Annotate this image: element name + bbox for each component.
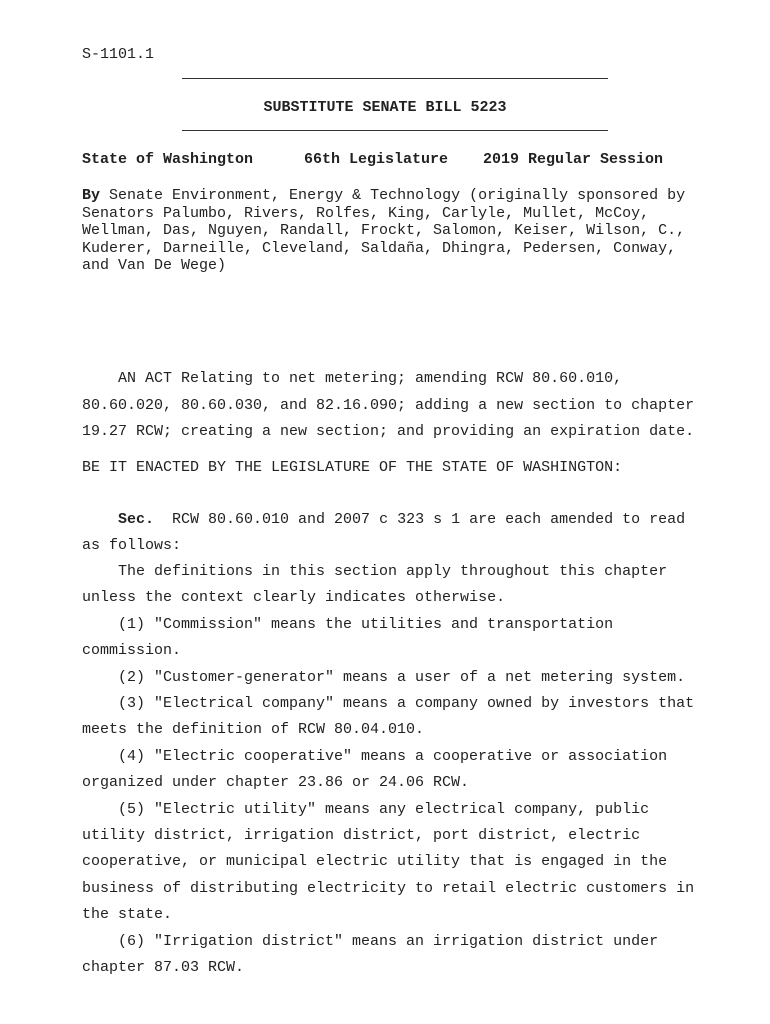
body-line: (5) "Electric utility" means any electrical company, public bbox=[118, 801, 650, 818]
body-line: organized under chapter 23.86 or 24.06 RCW. bbox=[82, 774, 470, 791]
body-line: (2) "Customer-generator" means a user of a net metering system. bbox=[118, 669, 686, 686]
section-label: Sec. bbox=[118, 511, 155, 528]
sponsors-line-5: and Van De Wege) bbox=[82, 257, 227, 274]
bill-title: SUBSTITUTE SENATE BILL 5223 bbox=[263, 99, 507, 116]
act-line-2: 80.60.020, 80.60.030, and 82.16.090; adding a new section to chapter bbox=[82, 397, 695, 414]
title-rule-top bbox=[182, 78, 608, 79]
body-line: the state. bbox=[82, 906, 173, 923]
act-line-3: 19.27 RCW; creating a new section; and providing an expiration date. bbox=[82, 423, 695, 440]
body-line: meets the definition of RCW 80.04.010. bbox=[82, 721, 425, 738]
section-heading: Sec. RCW 80.60.010 and 2007 c 323 s 1 are each amended to read bbox=[118, 511, 686, 528]
session: 2019 Regular Session bbox=[483, 151, 664, 168]
body-line: The definitions in this section apply throughout this chapter bbox=[118, 563, 668, 580]
title-rule-bottom bbox=[182, 130, 608, 131]
body-line: unless the context clearly indicates otherwise. bbox=[82, 589, 506, 606]
enacting-clause: BE IT ENACTED BY THE LEGISLATURE OF THE STATE OF WASHINGTON: bbox=[82, 459, 623, 476]
body-line: commission. bbox=[82, 642, 182, 659]
body-line: (6) "Irrigation district" means an irrigation district under bbox=[118, 933, 659, 950]
document-id: S-1101.1 bbox=[82, 46, 155, 63]
body-line: (3) "Electrical company" means a company owned by investors that bbox=[118, 695, 695, 712]
legislature: 66th Legislature bbox=[304, 151, 449, 168]
by-label: By bbox=[82, 187, 101, 204]
body-line: cooperative, or municipal electric utility that is engaged in the bbox=[82, 853, 668, 870]
body-line: (4) "Electric cooperative" means a cooperative or association bbox=[118, 748, 668, 765]
state-name: State of Washington bbox=[82, 151, 254, 168]
body-line: (1) "Commission" means the utilities and transportation bbox=[118, 616, 614, 633]
sponsors-line-3: Wellman, Das, Nguyen, Randall, Frockt, Salomon, Keiser, Wilson, C., bbox=[82, 222, 686, 239]
sponsors-line-1: By Senate Environment, Energy & Technology (originally sponsored by bbox=[82, 187, 686, 204]
sponsors-line-4: Kuderer, Darneille, Cleveland, Saldaña, Dhingra, Pedersen, Conway, bbox=[82, 240, 677, 257]
body-line: business of distributing electricity to retail electric customers in bbox=[82, 880, 695, 897]
act-line-1: AN ACT Relating to net metering; amending RCW 80.60.010, bbox=[118, 370, 623, 387]
body-line: chapter 87.03 RCW. bbox=[82, 959, 245, 976]
sponsors-line-2: Senators Palumbo, Rivers, Rolfes, King, Carlyle, Mullet, McCoy, bbox=[82, 205, 650, 222]
body-line: utility district, irrigation district, port district, electric bbox=[82, 827, 641, 844]
section-heading-cont: as follows: bbox=[82, 537, 182, 554]
